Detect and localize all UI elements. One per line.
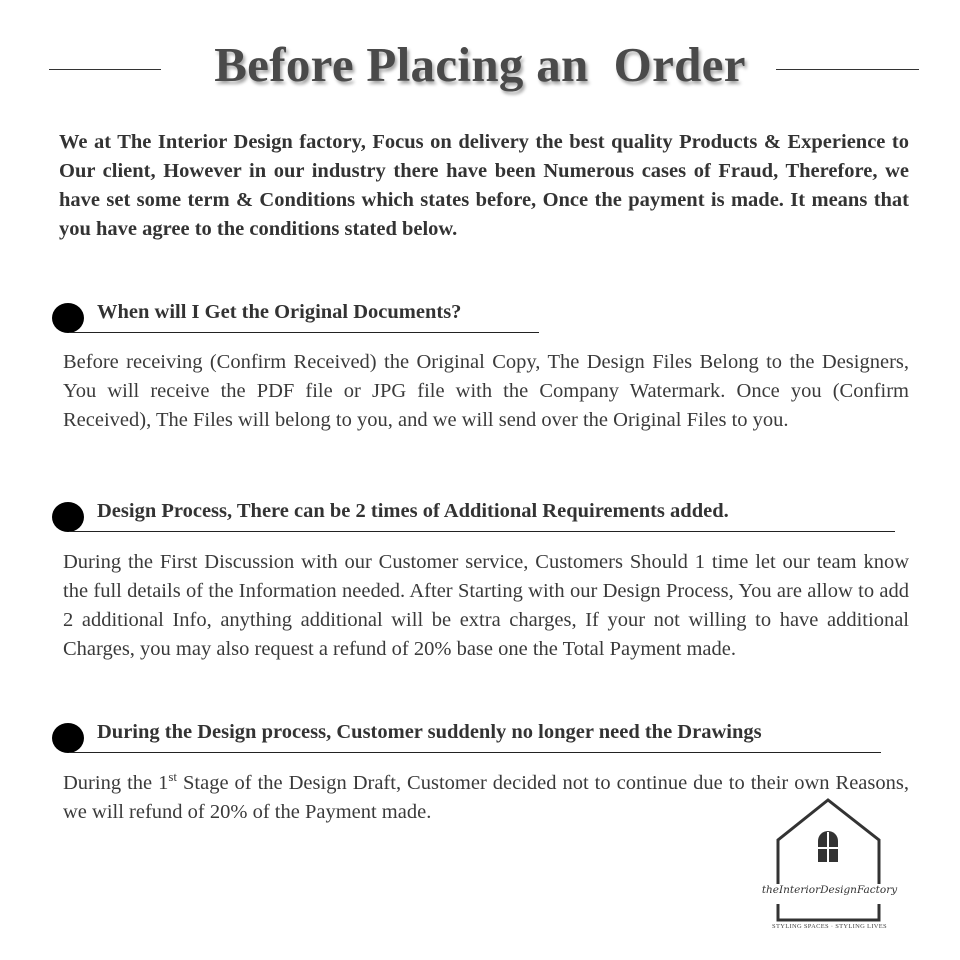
intro-paragraph: We at The Interior Design factory, Focus on delivery the best quality Products & Experience to Our client, However in our industry there have been Numerous cases of Fraud, Therefore, we have set some term & Conditions which states before, Once the payment is made. It means that you have agree to the conditions stated below. xyxy=(59,131,909,240)
section-heading: When will I Get the Original Documents? xyxy=(97,301,462,323)
title-rule-right xyxy=(776,69,919,70)
bullet-icon xyxy=(52,303,84,333)
bullet-icon xyxy=(52,502,84,532)
heading-underline xyxy=(69,531,895,532)
heading-underline xyxy=(69,752,881,753)
section-heading: During the Design process, Customer suddenly no longer need the Drawings xyxy=(97,721,762,743)
section-body: During the First Discussion with our Customer service, Customers Should 1 time let our team know the full details of the Information needed. After Starting with our Design Process, You are allow to add 2 additional Info, anything additional will be extra charges, If your not willing to have additional Charges, you may also request a refund of 20% base one the Total Payment made. xyxy=(63,551,909,660)
body-text-pre: During the 1 xyxy=(63,772,169,794)
body-text-post: Stage of the Design Draft, Customer decided not to continue due to their own Reasons, we will refund of 20% of the Payment made. xyxy=(63,772,909,823)
company-logo xyxy=(752,796,907,936)
bullet-icon xyxy=(52,723,84,753)
section-heading: Design Process, There can be 2 times of Additional Requirements added. xyxy=(97,500,729,522)
logo-tagline: STYLING SPACES · STYLING LIVES xyxy=(772,923,887,930)
section-body: Before receiving (Confirm Received) the Original Copy, The Design Files Belong to the Designers, You will receive the PDF file or JPG file with the Company Watermark. Once you (Confirm Received), The Files will belong to you, and we will send over the Original Files to you. xyxy=(63,351,909,431)
house-window-icon xyxy=(752,796,907,926)
logo-script-text: theInteriorDesignFactory xyxy=(761,884,898,896)
ordinal-suffix: st xyxy=(168,769,178,785)
heading-underline xyxy=(69,332,539,333)
page-title: Before Placing an Order xyxy=(214,37,746,92)
